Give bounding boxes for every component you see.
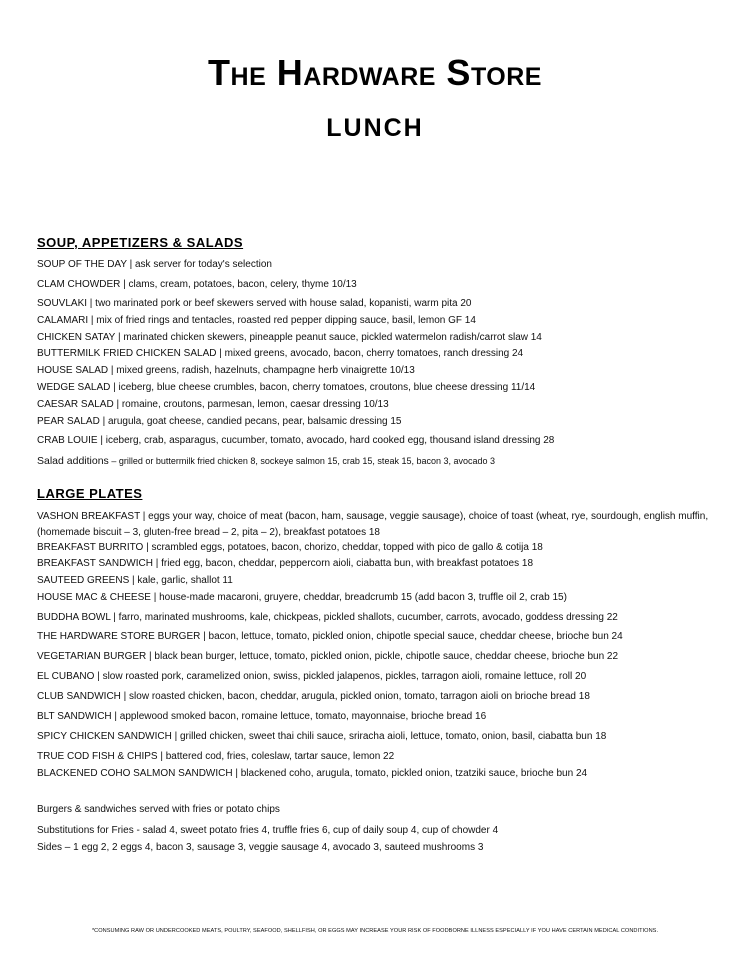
salad-additions: [37, 455, 730, 467]
section-heading: [37, 486, 730, 501]
menu-item: TRUE COD FISH & CHIPS | battered cod, fries, coleslaw, tartar sauce, lemon 22: [37, 751, 395, 762]
menu-item: SPICY CHICKEN SANDWICH | grilled chicken, sweet thai chili sauce, sriracha aioli, lettuce, tomato, onion, basil, ciabatta bun 18: [37, 731, 607, 742]
menu-item: BUDDHA BOWL | farro, marinated mushrooms, kale, chickpeas, pickled shallots, cucumber, carrots, avocado, goddess dressing 22: [37, 612, 618, 623]
section-heading-text: SOUP, APPETIZERS & SALADS: [37, 235, 244, 250]
menu-item: EL CUBANO | slow roasted pork, caramelized onion, swiss, pickled jalapenos, pickles, tarragon aioli, romaine lettuce, roll 20: [37, 671, 587, 682]
menu-item: WEDGE SALAD | iceberg, blue cheese crumbles, bacon, cherry tomatoes, croutons, blue cheese dressing 11/14: [37, 382, 536, 393]
menu-item: VASHON BREAKFAST | eggs your way, choice of meat (bacon, ham, sausage, veggie sausage), choice of toast (wheat, rye, sourdough, english muffin, (homemade biscuit – 3, gluten-free bread – 2, pita – 2), breakfast potatoes 18: [37, 511, 709, 538]
menu-item: BLACKENED COHO SALMON SANDWICH | blackened coho, arugula, tomato, pickled onion, tzatziki sauce, brioche bun 24: [37, 768, 588, 779]
menu-item: CLUB SANDWICH | slow roasted chicken, bacon, cheddar, arugula, pickled onion, tomato, tarragon aioli on brioche bread 18: [37, 691, 590, 702]
menu-item: CALAMARI | mix of fried rings and tentacles, roasted red pepper dipping sauce, basil, lemon GF 14: [37, 315, 476, 326]
menu-item: HOUSE MAC & CHEESE | house-made macaroni, gruyere, cheddar, breadcrumb 15 (add bacon 3, truffle oil 2, crab 15): [37, 592, 567, 603]
foodborne-illness-disclaimer: *CONSUMING RAW OR UNDERCOOKED MEATS, POULTRY, SEAFOOD, SHELLFISH, OR EGGS MAY INCREASE YOUR RISK OF FOODBORNE ILLNESS ESPECIALLY IF YOU HAVE CERTAIN MEDICAL CONDITIONS.: [91, 928, 659, 934]
menu-item: BREAKFAST BURRITO | scrambled eggs, potatoes, bacon, chorizo, cheddar, topped with pico de gallo & cotija 18: [37, 542, 543, 553]
substitutions-note: Substitutions for Fries - salad 4, sweet potato fries 4, truffle fries 6, cup of daily soup 4, cup of chowder 4: [37, 825, 499, 836]
menu-item: CRAB LOUIE | iceberg, crab, asparagus, cucumber, tomato, avocado, hard cooked egg, thousand island dressing 28: [37, 435, 555, 446]
menu-item: THE HARDWARE STORE BURGER | bacon, lettuce, tomato, pickled onion, chipotle special sauce, cheddar cheese, brioche bun 24: [37, 631, 623, 642]
menu-item: CHICKEN SATAY | marinated chicken skewers, pineapple peanut sauce, pickled watermelon radish/carrot slaw 14: [37, 332, 542, 343]
section-heading-text: LARGE PLATES: [37, 486, 143, 501]
menu-item: SOUVLAKI | two marinated pork or beef skewers served with house salad, kopanisti, warm pita 20: [37, 298, 472, 309]
menu-item: CAESAR SALAD | romaine, croutons, parmesan, lemon, caesar dressing 10/13: [37, 399, 389, 410]
menu-item: CLAM CHOWDER | clams, cream, potatoes, bacon, celery, thyme 10/13: [37, 279, 357, 290]
menu-item: PEAR SALAD | arugula, goat cheese, candied pecans, pear, balsamic dressing 15: [37, 416, 402, 427]
sides-note: Sides – 1 egg 2, 2 eggs 4, bacon 3, sausage 3, veggie sausage 4, avocado 3, sauteed mushrooms 3: [37, 842, 484, 853]
section-heading: [37, 235, 730, 250]
salad-additions-text: – grilled or buttermilk fried chicken 8, sockeye salmon 15, crab 15, steak 15, bacon 3, avocado 3: [108, 456, 496, 466]
menu-item: HOUSE SALAD | mixed greens, radish, hazelnuts, champagne herb vinaigrette 10/13: [37, 365, 415, 376]
menu-item: SOUP OF THE DAY | ask server for today's selection: [37, 259, 272, 270]
menu-item: SAUTEED GREENS | kale, garlic, shallot 11: [37, 575, 233, 586]
restaurant-name: The Hardware Store: [208, 52, 542, 93]
burgers-note: Burgers & sandwiches served with fries or potato chips: [37, 804, 280, 815]
menu-item: VEGETARIAN BURGER | black bean burger, lettuce, tomato, pickled onion, pickle, chipotle sauce, cheddar cheese, brioche bun 22: [37, 651, 619, 662]
menu-name: LUNCH: [326, 114, 424, 142]
salad-additions-label: Salad additions: [37, 455, 109, 467]
menu-item: BLT SANDWICH | applewood smoked bacon, romaine lettuce, tomato, mayonnaise, brioche bread 16: [37, 711, 487, 722]
menu-item: BREAKFAST SANDWICH | fried egg, bacon, cheddar, peppercorn aioli, ciabatta bun, with breakfast potatoes 18: [37, 558, 534, 569]
menu-item: BUTTERMILK FRIED CHICKEN SALAD | mixed greens, avocado, bacon, cherry tomatoes, ranch dressing 24: [37, 348, 524, 359]
